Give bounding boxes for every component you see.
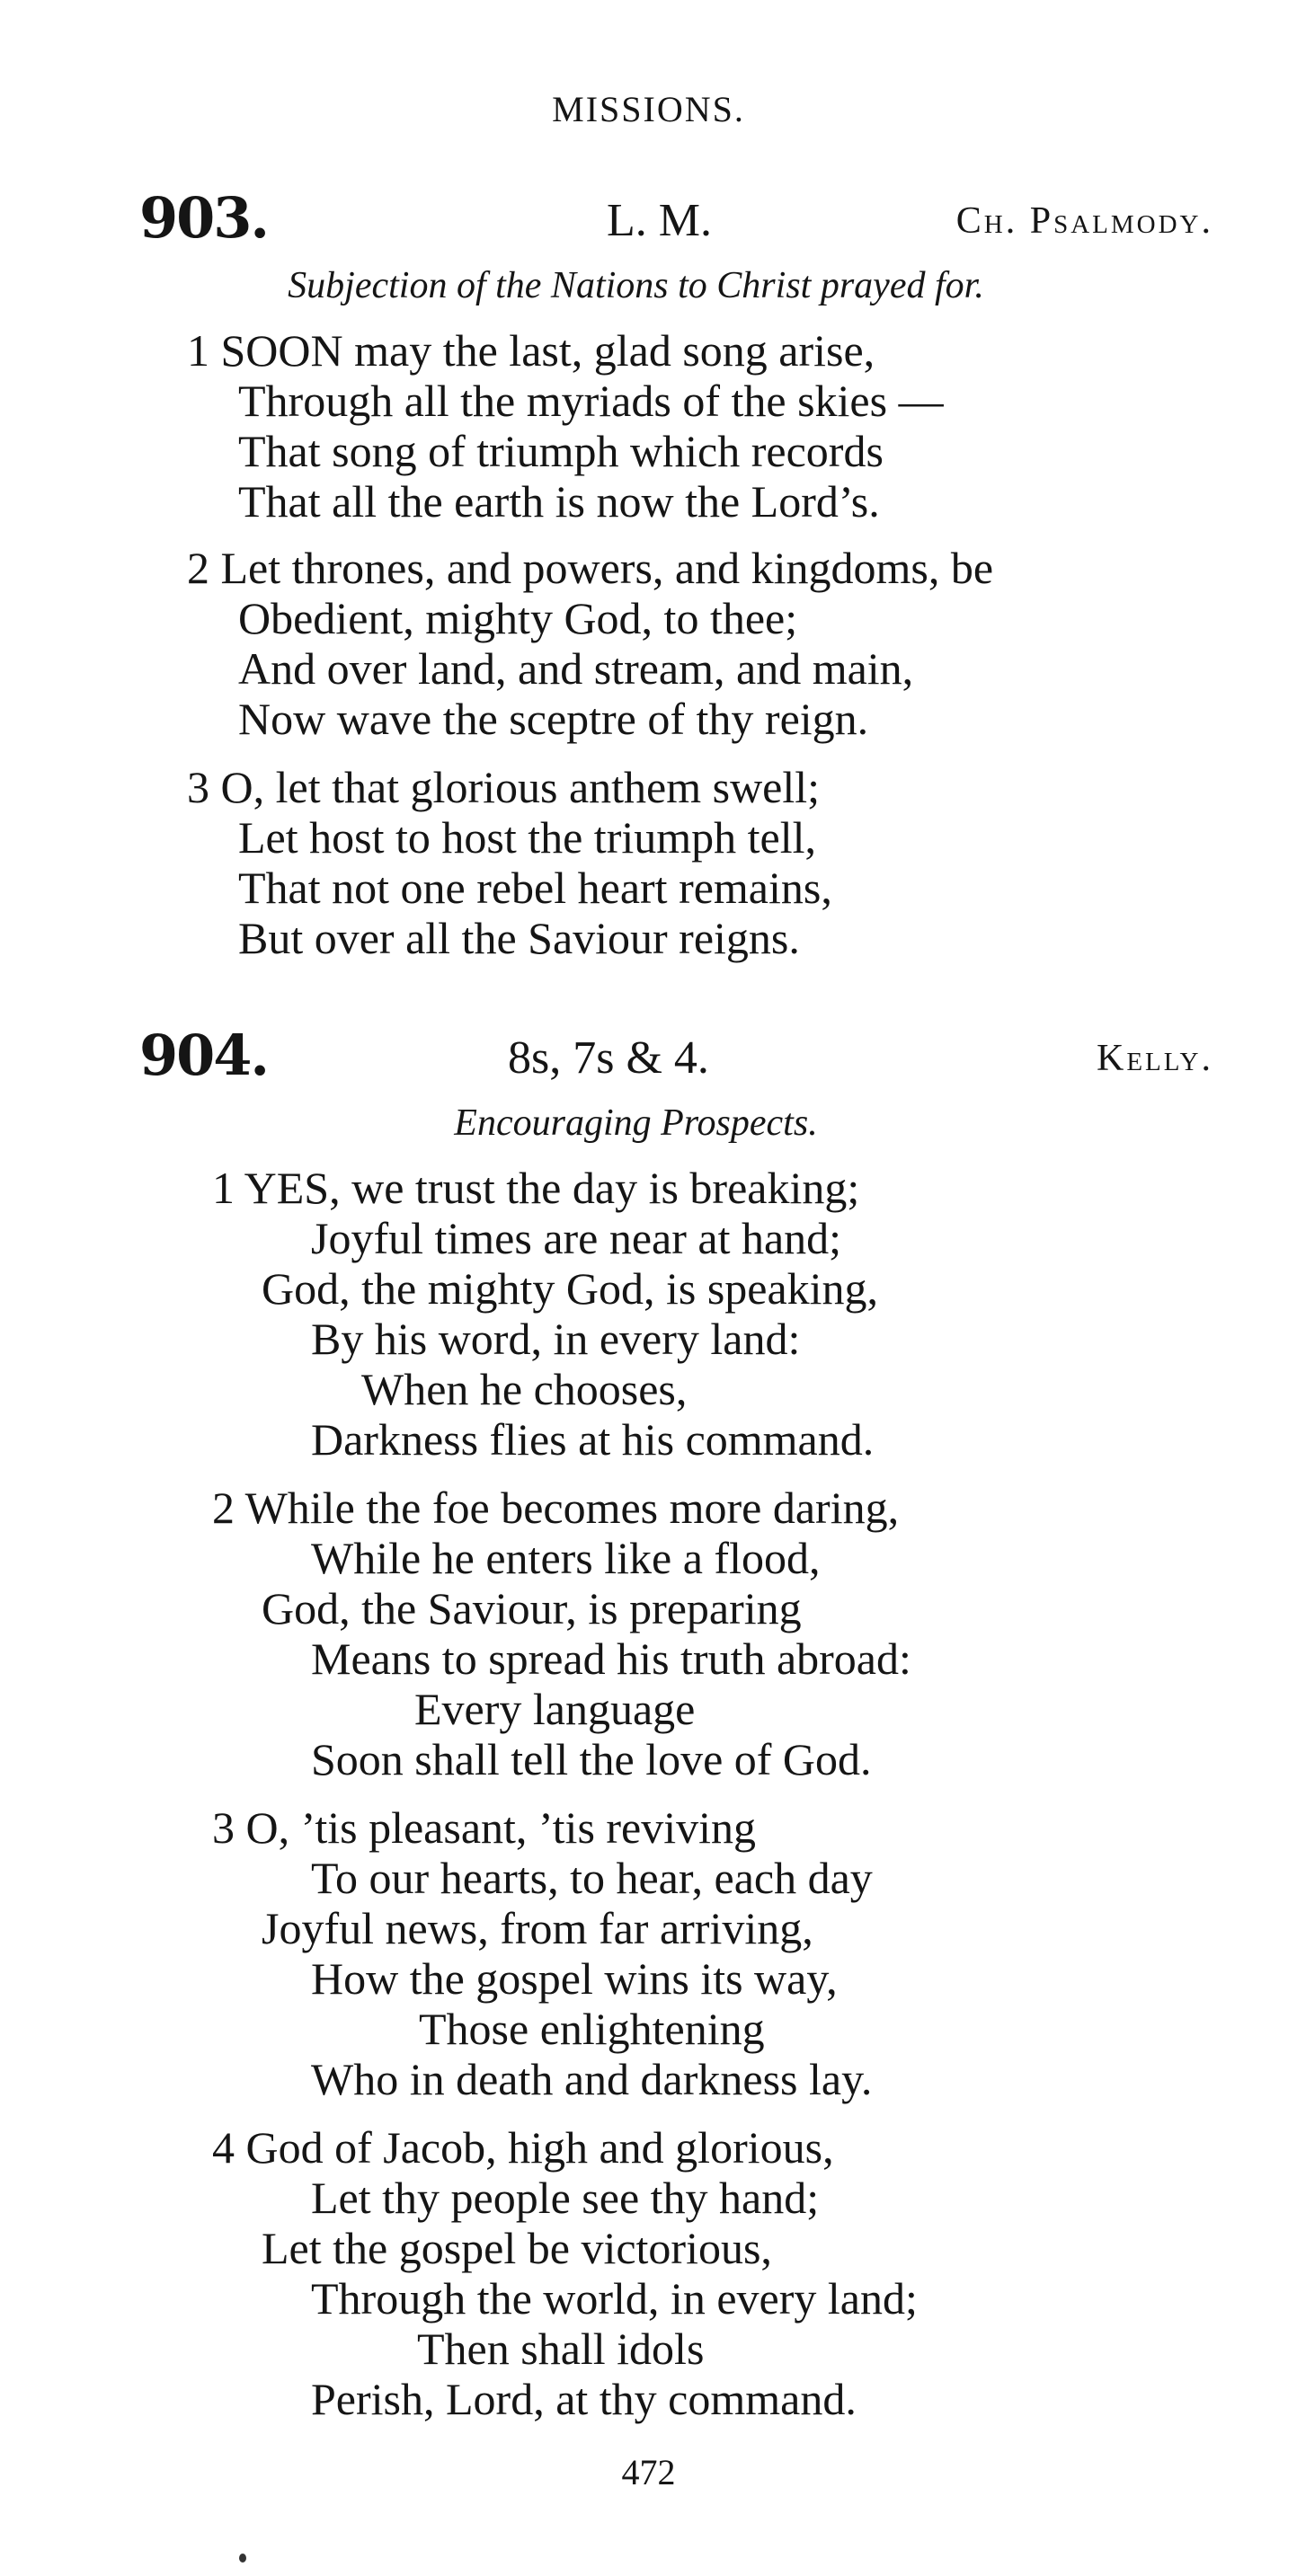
verse-line: God, the Saviour, is preparing <box>262 1583 802 1633</box>
verse-line: Then shall idols <box>417 2324 705 2374</box>
running-head: MISSIONS. <box>552 89 745 129</box>
verse-line: When he chooses, <box>361 1364 688 1414</box>
hymn-number: 903. <box>139 185 269 251</box>
verse-line: Who in death and darkness lay. <box>311 2054 873 2104</box>
verse-line: Perish, Lord, at thy command. <box>311 2374 857 2424</box>
verse-line: Joyful news, from far arriving, <box>262 1903 813 1953</box>
verse-line: Joyful times are near at hand; <box>311 1213 842 1263</box>
page-number: 472 <box>621 2452 676 2492</box>
verse-line: That song of triumph which records <box>238 426 884 476</box>
hymn-904-header <box>139 1022 1213 1094</box>
hymn-subtitle: Encouraging Prospects. <box>454 1102 818 1144</box>
hymn-subtitle: Subjection of the Nations to Christ prayed for. <box>288 265 984 306</box>
verse-line: Soon shall tell the love of God. <box>311 1734 872 1784</box>
verse-line: Obedient, mighty God, to thee; <box>238 593 798 643</box>
verse-line: Through the world, in every land; <box>311 2273 918 2324</box>
verse-line: By his word, in every land: <box>311 1314 801 1364</box>
verse-line: That not one rebel heart remains, <box>238 863 832 913</box>
verse-line: Means to spread his truth abroad: <box>311 1633 911 1684</box>
hymn-meter: 8s, 7s & 4. <box>508 1032 709 1084</box>
hymn-meter: L. M. <box>607 195 712 246</box>
verse-line: Let thy people see thy hand; <box>311 2173 820 2223</box>
hymn-composer: Ch. Psalmody. <box>955 200 1213 242</box>
verse-line: Through all the myriads of the skies — <box>238 376 944 426</box>
ink-speck <box>239 2554 246 2563</box>
verse-line: Let the gospel be victorious, <box>262 2223 772 2273</box>
verse-line: God, the mighty God, is speaking, <box>262 1263 879 1314</box>
verse-line: Every language <box>414 1684 696 1734</box>
verse-line: 3 O, let that glorious anthem swell; <box>187 762 821 812</box>
verse-line: That all the earth is now the Lord’s. <box>238 476 880 527</box>
verse-line: 2 Let thrones, and powers, and kingdoms, be <box>187 543 994 593</box>
verse-line: But over all the Saviour reigns. <box>238 913 800 963</box>
verse-line: Darkness flies at his command. <box>311 1414 875 1465</box>
verse-line: 1 YES, we trust the day is breaking; <box>212 1163 860 1213</box>
verse-line: Now wave the sceptre of thy reign. <box>238 694 869 744</box>
verse-line: Those enlightening <box>419 2004 765 2054</box>
hymn-composer: Kelly. <box>1096 1038 1213 1079</box>
verse-line: 4 God of Jacob, high and glorious, <box>212 2122 834 2173</box>
verse-line: And over land, and stream, and main, <box>238 643 914 694</box>
verse-line: To our hearts, to hear, each day <box>311 1853 873 1903</box>
verse-line: How the gospel wins its way, <box>311 1953 838 2004</box>
verse-line: 3 O, ’tis pleasant, ’tis reviving <box>212 1802 757 1853</box>
hymn-903-header <box>139 185 1213 257</box>
verse-line: While he enters like a flood, <box>311 1533 821 1583</box>
verse-line: 1 SOON may the last, glad song arise, <box>187 325 875 376</box>
hymn-number: 904. <box>139 1022 269 1088</box>
verse-line: Let host to host the triumph tell, <box>238 812 816 863</box>
verse-line: 2 While the foe becomes more daring, <box>212 1483 900 1533</box>
